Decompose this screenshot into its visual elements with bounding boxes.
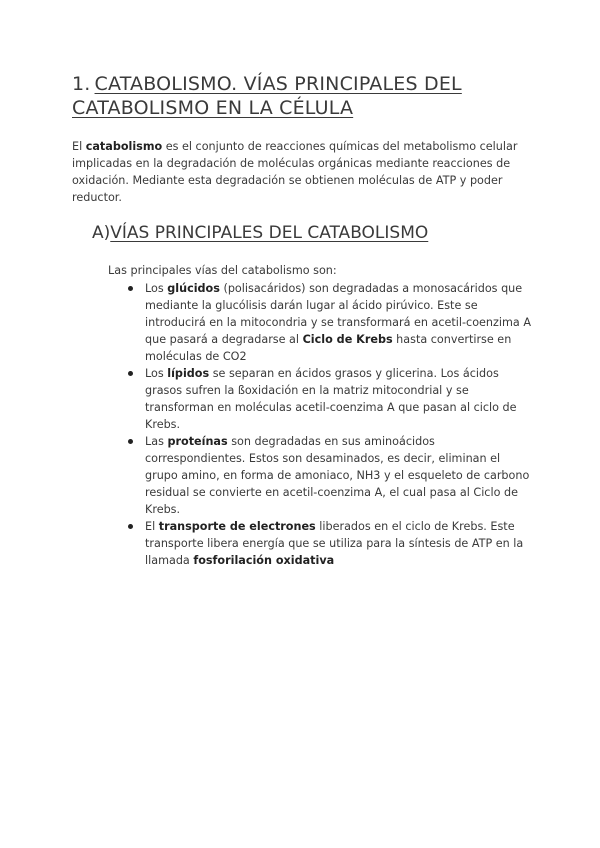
list-item-lipidos (128, 365, 536, 433)
bullet-dot (128, 439, 133, 444)
item-bold-term: proteínas (167, 435, 228, 448)
item-bold-term: fosforilación oxidativa (193, 554, 335, 567)
list-item-proteinas (128, 433, 536, 518)
bullet-dot (128, 524, 133, 529)
intro-paragraph (72, 138, 532, 206)
item-text: son degradadas en sus aminoácidos correspondientes. Estos son desaminados, es decir, eliminan el grupo amino, en forma de amoniaco, NH3 y el esqueleto de carbono residual se convierte en acetil-coenzima A, el cual pasa al Ciclo de Krebs. (145, 435, 530, 516)
item-bold-term: glúcidos (167, 282, 220, 295)
bullet-dot (128, 371, 133, 376)
item-text: hasta convertirse en moléculas de CO2 (145, 333, 512, 363)
item-bold-term: transporte de electrones (158, 520, 316, 533)
list-lead: Las principales vías del catabolismo son: (108, 264, 337, 277)
subsection-title: VÍAS PRINCIPALES DEL CATABOLISMO (110, 223, 429, 243)
intro-text-rest: es el conjunto de reacciones químicas del metabolismo celular implicadas en la degradación de moléculas orgánicas mediante reacciones de oxidación. Mediante esta degradación se obtienen moléculas de ATP y poder reductor. (72, 140, 518, 204)
section-title: CATABOLISMO. VÍAS PRINCIPALES DEL CATABOLISMO EN LA CÉLULA (72, 73, 462, 119)
pathway-list (128, 280, 536, 569)
section-heading (72, 72, 472, 120)
item-bold-term: lípidos (167, 367, 210, 380)
item-text: Los (145, 367, 168, 380)
list-item-glucidos (128, 280, 536, 365)
subsection-heading (92, 222, 512, 244)
bullet-dot (128, 286, 133, 291)
intro-text: El (72, 140, 86, 153)
item-text: liberados en el ciclo de Krebs. Este transporte libera energía que se utiliza para la síntesis de ATP en la llamada (145, 520, 524, 567)
list-item-transporte-electrones (128, 518, 536, 569)
item-bold-term: Ciclo de Krebs (302, 333, 393, 346)
section-number: 1. (72, 73, 91, 95)
item-text: Los (145, 282, 168, 295)
item-text: se separan en ácidos grasos y glicerina. Los ácidos grasos sufren la ßoxidación en la matriz mitocondrial y se transforman en moléculas acetil-coenzima A que pasan al ciclo de Krebs. (145, 367, 517, 431)
intro-bold-term: catabolismo (85, 140, 163, 153)
item-text: Las (145, 435, 168, 448)
item-text: El (145, 520, 159, 533)
item-text: (polisacáridos) son degradadas a monosacáridos que mediante la glucólisis darán lugar al ácido pirúvico. Este se introducirá en la mitocondria y se transformará en acetil-coenzima A que pasará a degradarse al (145, 282, 531, 346)
subsection-prefix: A) (92, 223, 111, 243)
